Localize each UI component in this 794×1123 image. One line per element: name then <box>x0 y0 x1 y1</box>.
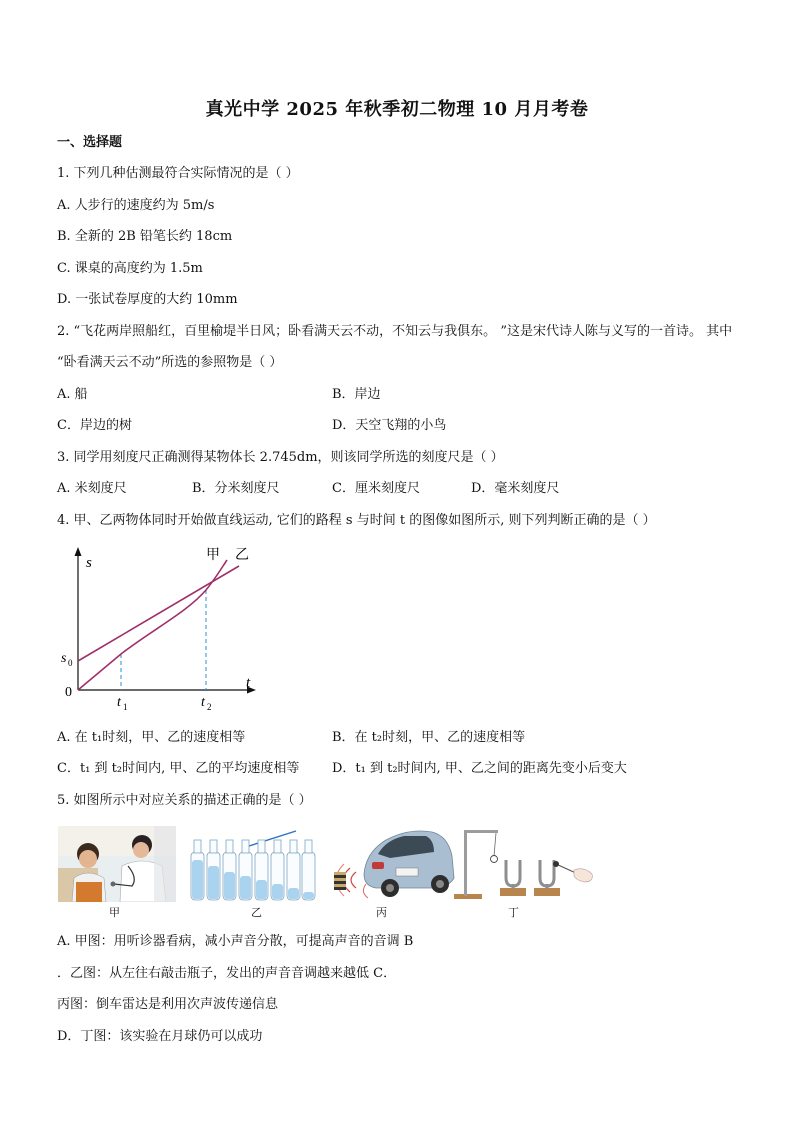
origin-label: 0 <box>65 685 72 700</box>
q5-text-line4: D．丁图：该实验在月球仍可以成功 <box>57 1029 263 1044</box>
section-heading: 一、选择题 <box>57 135 123 150</box>
q2-option-a: A. 船 <box>57 387 88 402</box>
curve-jia <box>78 560 227 690</box>
q3-option-a: A. 米刻度尺 <box>57 481 127 496</box>
caption-yi: 乙 <box>251 906 262 919</box>
t1-label: t <box>117 695 121 710</box>
q4-stem: 4. 甲、乙两物体同时开始做直线运动, 它们的路程 s 与时间 t 的图像如图所示, 则下列判断正确的是（ ） <box>57 513 656 528</box>
s-t-graph <box>55 540 265 720</box>
exam-title: 真光中学 2025 年秋季初二物理 10 月月考卷 <box>205 99 589 120</box>
q3-option-c: C．厘米刻度尺 <box>332 481 420 496</box>
label-jia: 甲 <box>206 548 220 563</box>
s0-subscript: 0 <box>68 658 73 668</box>
q4-option-b: B．在 t₂时刻，甲、乙的速度相等 <box>332 730 526 745</box>
q1-option-c: C. 课桌的高度约为 1.5m <box>57 261 203 276</box>
q3-stem: 3. 同学用刻度尺正确测得某物体长 2.745dm，则该同学所选的刻度尺是（ ） <box>57 450 504 465</box>
q2-option-d: D．天空飞翔的小鸟 <box>332 418 447 433</box>
q5-text-line3: 丙图：倒车雷达是利用次声波传递信息 <box>57 997 279 1012</box>
q1-option-a: A. 人步行的速度约为 5m/s <box>57 198 215 213</box>
x-axis-label: t <box>246 675 251 691</box>
t2-label: t <box>201 695 205 710</box>
q5-stem: 5. 如图所示中对应关系的描述正确的是（ ） <box>57 793 312 808</box>
t1-subscript: 1 <box>123 702 128 712</box>
q2-option-c: C．岸边的树 <box>57 418 132 433</box>
q2-stem-line2: “卧看满天云不动”所选的参照物是（ ） <box>57 355 283 370</box>
q4-option-a: A. 在 t₁时刻，甲、乙的速度相等 <box>57 730 246 745</box>
q3-option-d: D．毫米刻度尺 <box>471 481 560 496</box>
line-yi <box>78 566 239 661</box>
caption-ding: 丁 <box>508 906 519 919</box>
y-axis-arrow <box>75 547 82 556</box>
q3-option-b: B．分米刻度尺 <box>192 481 280 496</box>
figure-yi-bottles <box>186 826 316 902</box>
q1-option-b: B. 全新的 2B 铅笔长约 18cm <box>57 229 233 244</box>
q5-text-line2: ．乙图：从左往右敲击瓶子，发出的声音音调越来越低 C． <box>57 966 397 981</box>
q2-option-b: B．岸边 <box>332 387 381 402</box>
q4-option-c: C．t₁ 到 t₂时间内, 甲、乙的平均速度相等 <box>57 761 300 776</box>
y-axis-label: s <box>86 555 92 571</box>
q4-option-d: D．t₁ 到 t₂时间内, 甲、乙之间的距离先变小后变大 <box>332 761 627 776</box>
q2-stem-line1: 2. “飞花两岸照船红，百里榆堤半日风；卧看满天云不动，不知云与我俱东。 ”这是宋代诗人陈与义写的一首诗。 其中 <box>57 324 733 339</box>
q1-option-d: D. 一张试卷厚度的大约 10mm <box>57 292 238 307</box>
q5-text-line1: A. 甲图：用听诊器看病，减小声音分散，可提高声音的音调 B <box>57 934 414 949</box>
bottle-row <box>191 840 315 900</box>
caption-bing: 丙 <box>376 906 387 919</box>
q1-stem: 1. 下列几种估测最符合实际情况的是（ ） <box>57 166 299 181</box>
caption-jia: 甲 <box>109 906 120 919</box>
figure-bing-reversing-radar <box>330 822 460 902</box>
figure-ding-tuning-forks <box>450 824 600 904</box>
s0-label: s <box>61 651 67 666</box>
label-yi: 乙 <box>235 548 249 563</box>
t2-subscript: 2 <box>207 702 212 712</box>
figure-jia-stethoscope <box>58 826 176 902</box>
